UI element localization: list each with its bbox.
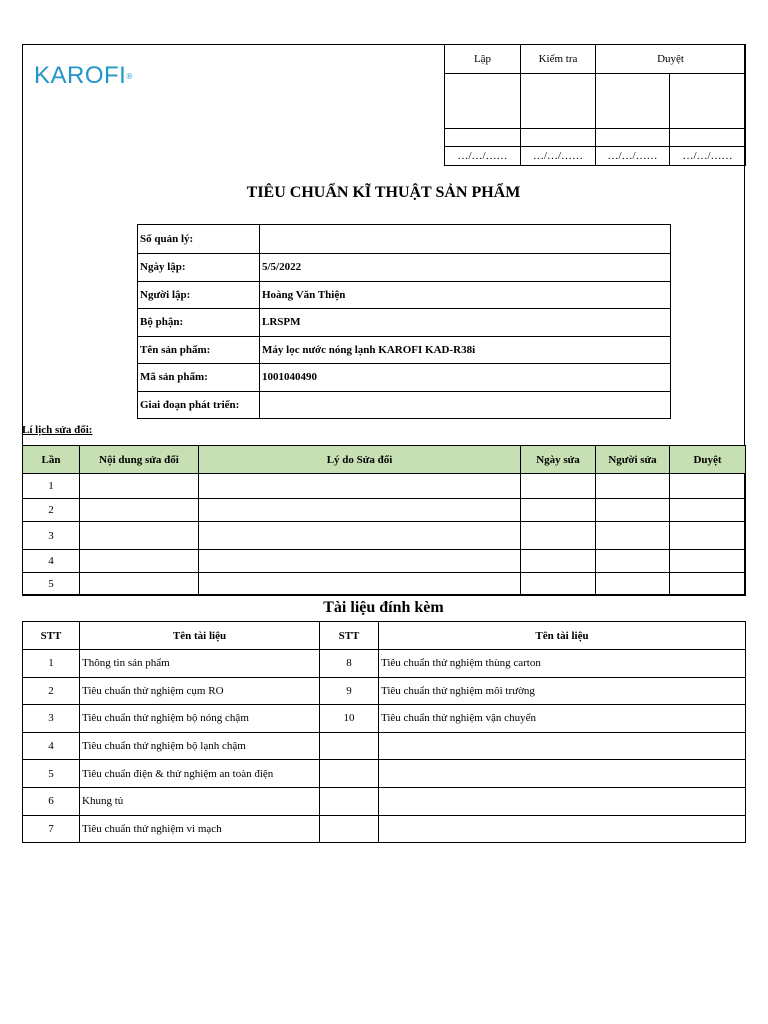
attachment-name: Khung tủ (80, 787, 320, 815)
attachment-name (379, 787, 746, 815)
approval-date: …/…/…… (445, 147, 521, 166)
history-label: Lí lịch sửa đổi: (22, 424, 93, 436)
history-cell (521, 522, 596, 550)
signature-cell (670, 74, 746, 129)
attachment-name: Tiêu chuẩn thử nghiệm thùng carton (379, 650, 746, 678)
approval-date: …/…/…… (596, 147, 670, 166)
attachment-no: 5 (23, 760, 80, 788)
name-cell (521, 129, 596, 147)
attachment-no (320, 760, 379, 788)
attachment-row (23, 732, 746, 760)
history-cell (80, 499, 199, 522)
attachment-no (320, 787, 379, 815)
history-cell (521, 550, 596, 573)
info-row (138, 364, 671, 392)
history-cell (596, 550, 670, 573)
history-row (23, 550, 746, 573)
history-row (23, 499, 746, 522)
history-cell (80, 522, 199, 550)
attachment-name: Tiêu chuẩn thử nghiệm cụm RO (80, 677, 320, 705)
history-row (23, 573, 746, 596)
history-cell (596, 522, 670, 550)
attachment-name: Tiêu chuẩn thử nghiệm bộ nóng chậm (80, 705, 320, 733)
attachment-name: Tiêu chuẩn điện & thử nghiệm an toàn điện (80, 760, 320, 788)
history-cell (521, 474, 596, 499)
attachment-no: 3 (23, 705, 80, 733)
history-cell (596, 499, 670, 522)
history-header-editor: Người sửa (596, 446, 670, 474)
approval-header-prepared: Lập (445, 45, 521, 74)
info-label: Bộ phận: (138, 309, 260, 337)
history-header-content: Nội dung sửa đổi (80, 446, 199, 474)
attachment-no: 1 (23, 650, 80, 678)
attachment-name (379, 760, 746, 788)
info-label: Tên sản phẩm: (138, 336, 260, 364)
history-header-approval: Duyệt (670, 446, 746, 474)
info-label: Mã sản phẩm: (138, 364, 260, 392)
history-cell (670, 550, 746, 573)
history-cell (670, 573, 746, 596)
info-value (260, 391, 671, 419)
attachments-header-no: STT (23, 622, 80, 650)
attachments-header-no: STT (320, 622, 379, 650)
info-row (138, 336, 671, 364)
info-value (260, 225, 671, 254)
attachments-header-name: Tên tài liệu (80, 622, 320, 650)
name-cell (670, 129, 746, 147)
signature-cell (521, 74, 596, 129)
history-cell (80, 573, 199, 596)
attachment-row (23, 677, 746, 705)
history-cell (80, 474, 199, 499)
approval-header-checked: Kiểm tra (521, 45, 596, 74)
attachment-name (379, 732, 746, 760)
history-cell (596, 573, 670, 596)
attachment-no: 10 (320, 705, 379, 733)
attachment-name: Tiêu chuẩn thử nghiệm vận chuyển (379, 705, 746, 733)
info-value: 1001040490 (260, 364, 671, 392)
history-revision-no: 2 (23, 499, 80, 522)
history-row (23, 474, 746, 499)
info-value: Hoàng Văn Thiện (260, 281, 671, 309)
history-cell (199, 550, 521, 573)
attachment-no (320, 732, 379, 760)
attachment-no: 6 (23, 787, 80, 815)
name-cell (445, 129, 521, 147)
history-revision-no: 5 (23, 573, 80, 596)
signature-cell (596, 74, 670, 129)
info-row (138, 309, 671, 337)
attachment-name: Tiêu chuẩn thử nghiệm vi mạch (80, 815, 320, 843)
info-label: Người lập: (138, 281, 260, 309)
history-cell (670, 499, 746, 522)
attachments-header-name: Tên tài liệu (379, 622, 746, 650)
info-label: Số quản lý: (138, 225, 260, 254)
history-cell (199, 522, 521, 550)
info-value: Máy lọc nước nóng lạnh KAROFI KAD-R38i (260, 336, 671, 364)
info-row (138, 254, 671, 282)
info-label: Ngày lập: (138, 254, 260, 282)
karofi-logo (34, 62, 133, 90)
attachment-row (23, 650, 746, 678)
history-cell (80, 550, 199, 573)
attachment-no (320, 815, 379, 843)
info-value: LRSPM (260, 309, 671, 337)
name-cell (596, 129, 670, 147)
attachments-table (22, 621, 746, 843)
history-cell (521, 573, 596, 596)
approval-date: …/…/…… (670, 147, 746, 166)
history-header-reason: Lý do Sửa đổi (199, 446, 521, 474)
history-revision-no: 1 (23, 474, 80, 499)
attachment-name: Tiêu chuẩn thử nghiệm môi trường (379, 677, 746, 705)
attachments-title: Tài liệu đính kèm (323, 599, 444, 616)
info-row (138, 281, 671, 309)
history-header-date: Ngày sửa (521, 446, 596, 474)
attachment-row (23, 815, 746, 843)
history-cell (596, 474, 670, 499)
history-revision-no: 3 (23, 522, 80, 550)
attachment-no: 7 (23, 815, 80, 843)
attachment-name: Tiêu chuẩn thử nghiệm bộ lạnh chậm (80, 732, 320, 760)
history-table (22, 445, 746, 596)
history-cell (670, 522, 746, 550)
attachment-no: 8 (320, 650, 379, 678)
attachment-no: 4 (23, 732, 80, 760)
approval-date: …/…/…… (521, 147, 596, 166)
info-value: 5/5/2022 (260, 254, 671, 282)
history-cell (199, 499, 521, 522)
history-cell (521, 499, 596, 522)
document-title: TIÊU CHUẨN KĨ THUẬT SẢN PHẨM (246, 184, 521, 201)
info-label: Giai đoạn phát triển: (138, 391, 260, 419)
attachment-no: 2 (23, 677, 80, 705)
history-header-revision: Lần (23, 446, 80, 474)
attachment-row (23, 760, 746, 788)
history-revision-no: 4 (23, 550, 80, 573)
approval-table (444, 44, 746, 166)
logo-mark: ® (126, 72, 133, 82)
history-cell (199, 573, 521, 596)
signature-cell (445, 74, 521, 129)
info-row (138, 391, 671, 419)
attachment-row (23, 787, 746, 815)
approval-header-approved: Duyệt (596, 45, 746, 74)
history-cell (670, 474, 746, 499)
logo-text: KAROFI (34, 62, 127, 89)
history-row (23, 522, 746, 550)
attachment-name: Thông tin sản phẩm (80, 650, 320, 678)
attachment-row (23, 705, 746, 733)
attachment-no: 9 (320, 677, 379, 705)
info-table (137, 224, 671, 419)
history-cell (199, 474, 521, 499)
attachment-name (379, 815, 746, 843)
info-row (138, 225, 671, 254)
